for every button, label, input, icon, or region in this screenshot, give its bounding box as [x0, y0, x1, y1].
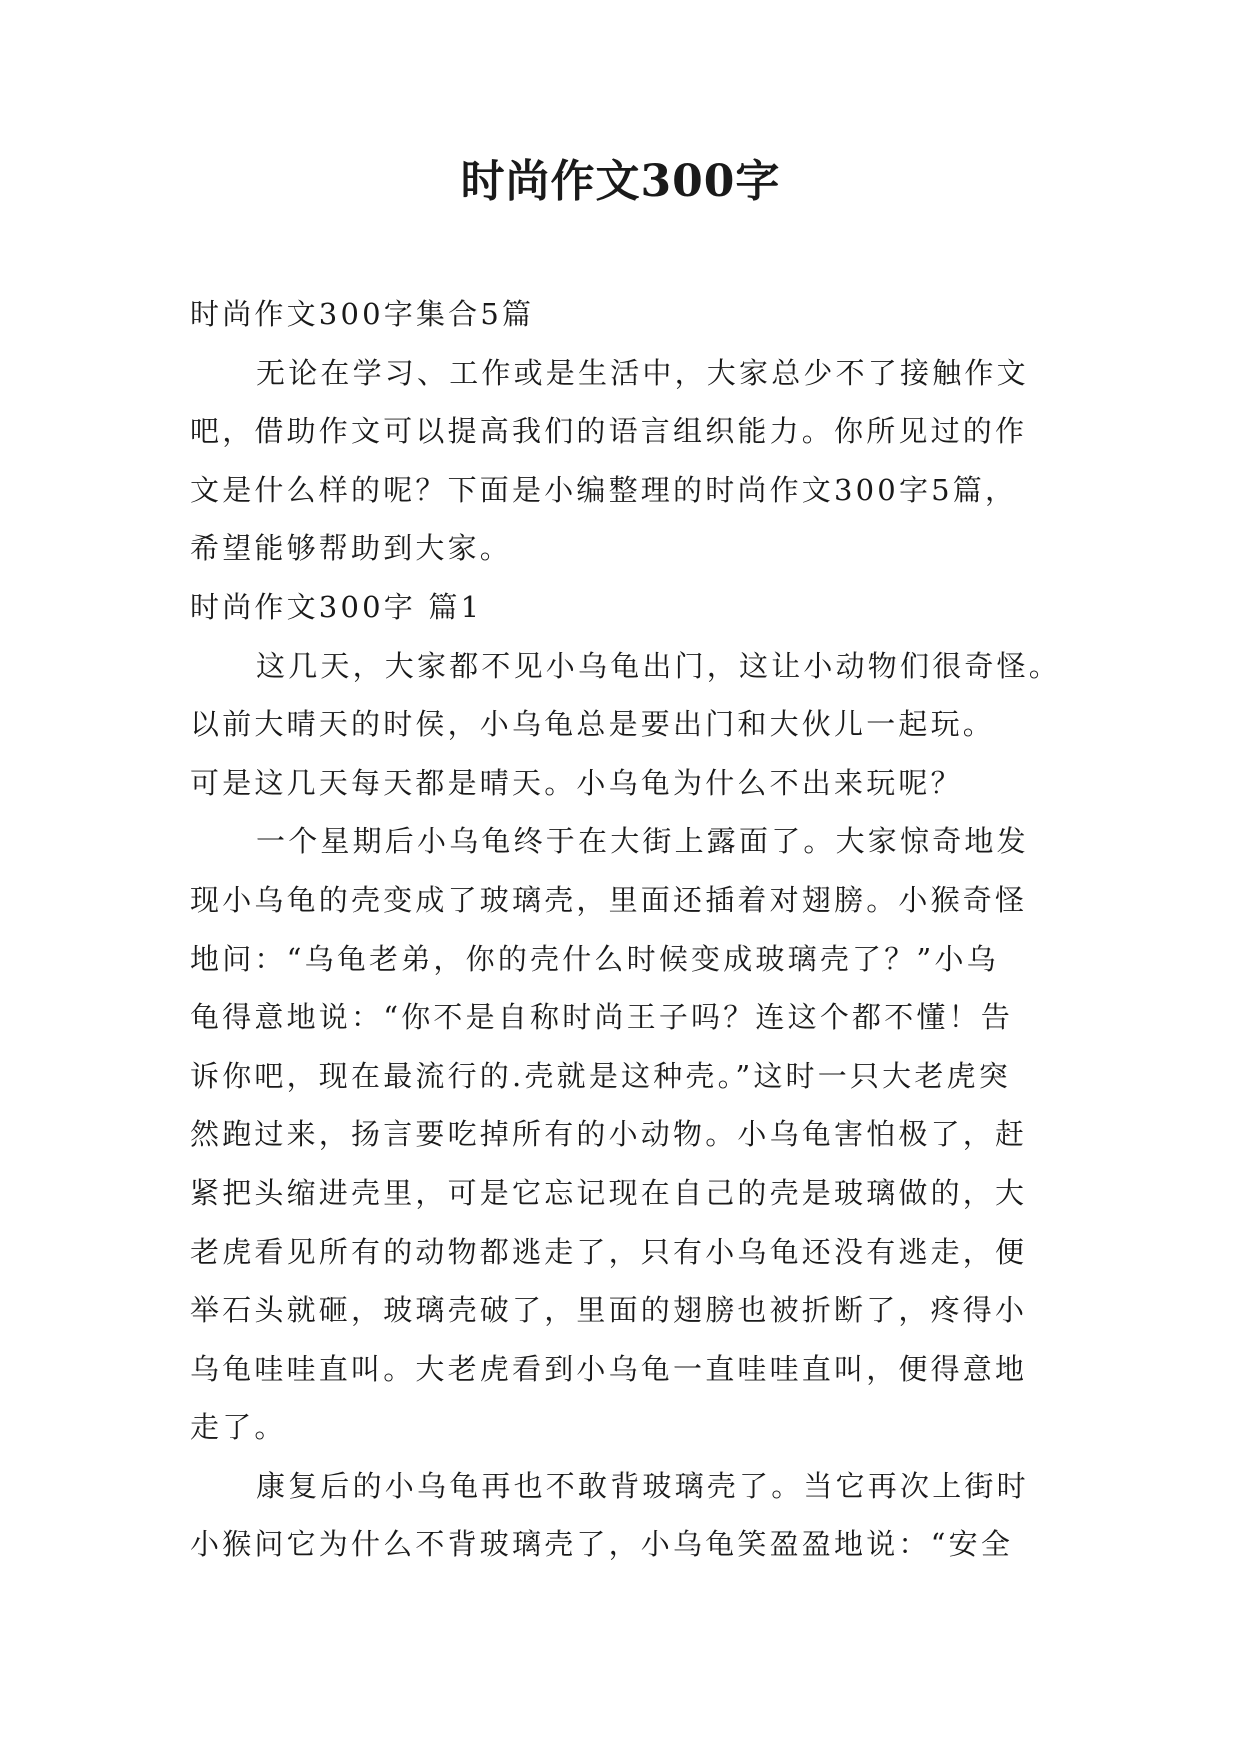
text-line: 地问：“乌龟老弟，你的壳什么时候变成玻璃壳了？”小乌: [190, 941, 999, 976]
text-line: 可是这几天每天都是晴天。小乌龟为什么不出来玩呢？: [190, 765, 963, 800]
text-line: 文是什么样的呢？下面是小编整理的时尚作文300字5篇，: [190, 472, 1018, 507]
text-line: 老虎看见所有的动物都逃走了，只有小乌龟还没有逃走，便: [190, 1234, 1028, 1269]
text-line: 希望能够帮助到大家。: [190, 531, 513, 566]
text-line: 以前大晴天的时侯，小乌龟总是要出门和大伙儿一起玩。: [190, 707, 996, 742]
text-line: 现小乌龟的壳变成了玻璃壳，里面还插着对翅膀。小猴奇怪: [190, 882, 1028, 917]
text-line: 无论在学习、工作或是生活中，大家总少不了接触作文: [256, 355, 1029, 390]
text-line: 紧把头缩进壳里，可是它忘记现在自己的壳是玻璃做的，大: [190, 1175, 1028, 1210]
text-line: 乌龟哇哇直叫。大老虎看到小乌龟一直哇哇直叫，便得意地: [190, 1351, 1028, 1386]
text-line: 时尚作文300字集合5篇: [190, 297, 535, 331]
text-line: 诉你吧，现在最流行的.壳就是这种壳。”这时一只大老虎突: [190, 1058, 1011, 1093]
text-line: 时尚作文300字 篇1: [190, 589, 483, 624]
text-line: 走了。: [190, 1410, 287, 1445]
text-line: 一个星期后小乌龟终于在大街上露面了。大家惊奇地发: [256, 824, 1029, 859]
text-line: 然跑过来，扬言要吃掉所有的小动物。小乌龟害怕极了，赶: [190, 1117, 1028, 1152]
document-title: 时尚作文300字: [460, 156, 781, 207]
text-line: 龟得意地说：“你不是自称时尚王子吗？连这个都不懂！告: [190, 1000, 1014, 1035]
text-line: 小猴问它为什么不背玻璃壳了，小乌龟笑盈盈地说：“安全: [190, 1527, 1014, 1562]
text-line: 举石头就砸，玻璃壳破了，里面的翅膀也被折断了，疼得小: [190, 1293, 1028, 1328]
text-line: 吧，借助作文可以提高我们的语言组织能力。你所见过的作: [190, 414, 1028, 449]
text-line: 康复后的小乌龟再也不敢背玻璃壳了。当它再次上街时: [256, 1468, 1029, 1503]
document-body: [190, 285, 1062, 1574]
text-line: 这几天，大家都不见小乌龟出门，这让小动物们很奇怪。: [256, 648, 1062, 683]
